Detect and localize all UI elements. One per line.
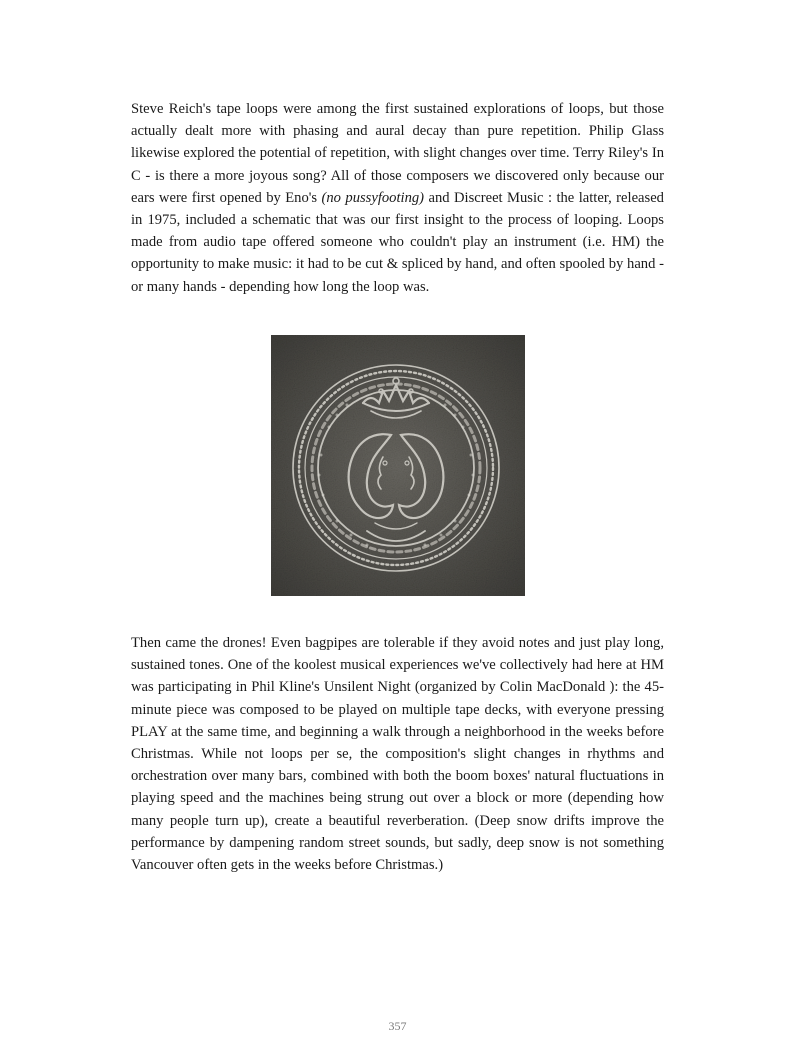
album-title-italic: (no pussyfooting) xyxy=(321,189,425,206)
paragraph-1-text-a: Steve Reich's tape loops were among the first sustained explorations of loops, but those actually dealt more with phasing and aural decay than pure repetition. Philip Glass likewise explored the potential of repetition, with slight changes over time. Terry Riley's In C - is there a more joyous song? All of those composers we discovered only because our ears were first opened by Eno's xyxy=(131,101,664,206)
paragraph-1-text-b: and Discreet Music : the latter, released in 1975, included a schematic that was our first insight to the process of looping. Loops made from audio tape offered someone who couldn't play an instrument (i.e. HM) the opportunity to make music: it had to be cut & spliced by hand, and often spooled by hand - or many hands - depending how long the loop was. xyxy=(131,189,664,295)
body-paragraph-2: Then came the drones! Even bagpipes are tolerable if they avoid notes and just play long, sustained tones. One of the koolest musical experiences we've collectively had here at HM was participating in Phil Kline's Unsilent Night (organized by Colin MacDonald ): the 45-minute piece was composed to be played on multiple tape decks, with everyone pressing PLAY at the same time, and beginning a walk through a neighborhood in the weeks before Christmas. While not loops per se, the composition's slight changes in rhythms and orchestration over many bars, combined with both the boom boxes' natural fluctuations in playing speed and the machines being strung out over a block or more (depending how many people turn up), create a beautiful reverberation. (Deep snow drifts improve the performance by dampening random street sounds, but sadly, deep snow is not something Vancouver often gets in the weeks before Christmas.) xyxy=(131,635,664,874)
body-paragraph-1 xyxy=(131,98,664,298)
page-number: 357 xyxy=(388,1019,407,1033)
embossed-seal-photo xyxy=(271,335,525,596)
